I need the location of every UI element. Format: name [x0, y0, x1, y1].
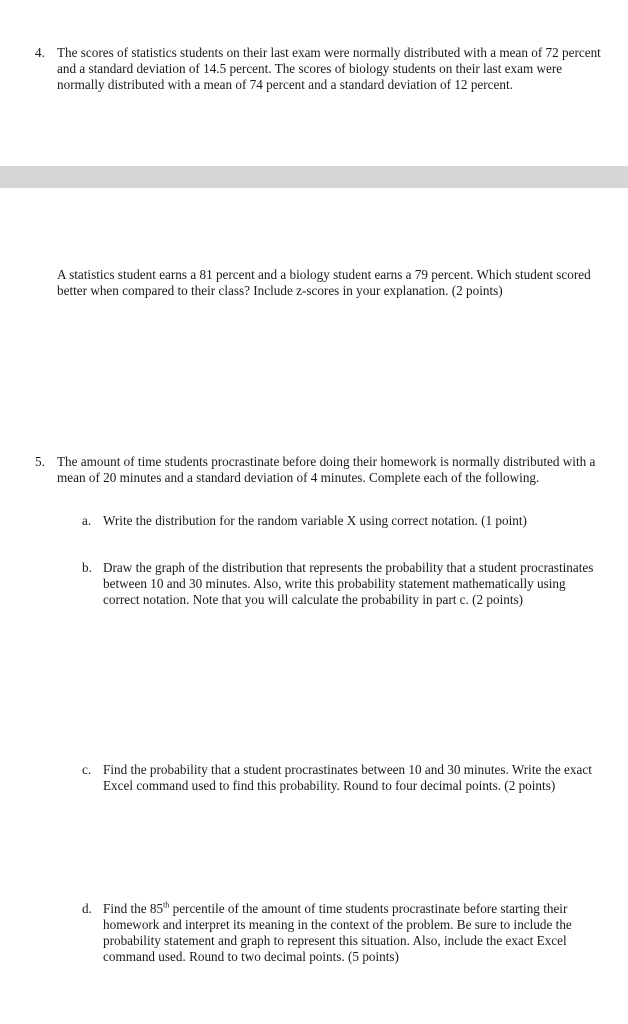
question-4-prompt: A statistics student earns a 81 percent and a biology student earns a 79 percent. Which student scored better when compared to their class? Include z-scores in your explanation. (2 points): [57, 267, 591, 298]
part-c-text: Find the probability that a student procrastinates between 10 and 30 minutes. Write the exact Excel command used to find this probability. Round to four decimal points. (2 points): [103, 762, 592, 793]
part-a-text: Write the distribution for the random variable X using correct notation. (1 point): [103, 513, 527, 528]
divider-band: [0, 166, 628, 188]
question-4-text: The scores of statistics students on their last exam were normally distributed with a mean of 72 percent and a standard deviation of 14.5 percent. The scores of biology students on their last exam were normally distributed with a mean of 74 percent and a standard deviation of 12 percent.: [57, 45, 601, 92]
part-d-text-start: Find the 85: [103, 901, 164, 916]
part-d-label: d.: [82, 901, 92, 916]
part-b-label: b.: [82, 560, 92, 575]
part-d-superscript: th: [163, 900, 170, 910]
question-5-number: 5.: [35, 454, 45, 469]
part-a-label: a.: [82, 513, 92, 528]
part-b-text: Draw the graph of the distribution that represents the probability that a student procrastinates between 10 and 30 minutes. Also, write this probability statement mathematically using correct notation. Note that you will calculate the probability in part c. (2 points): [103, 560, 594, 607]
question-5-text: The amount of time students procrastinate before doing their homework is normally distributed with a mean of 20 minutes and a standard deviation of 4 minutes. Complete each of the following.: [57, 454, 596, 485]
part-d-text-end: percentile of the amount of time students procrastinate before starting their homework and interpret its meaning in the context of the problem. Be sure to include the probability statement and graph to represent this situation. Also, include the exact Excel command used. Round to two decimal points. (5 points): [103, 901, 572, 964]
part-c-label: c.: [82, 762, 92, 777]
question-4-number: 4.: [35, 45, 45, 60]
part-d-text: [103, 901, 603, 965]
